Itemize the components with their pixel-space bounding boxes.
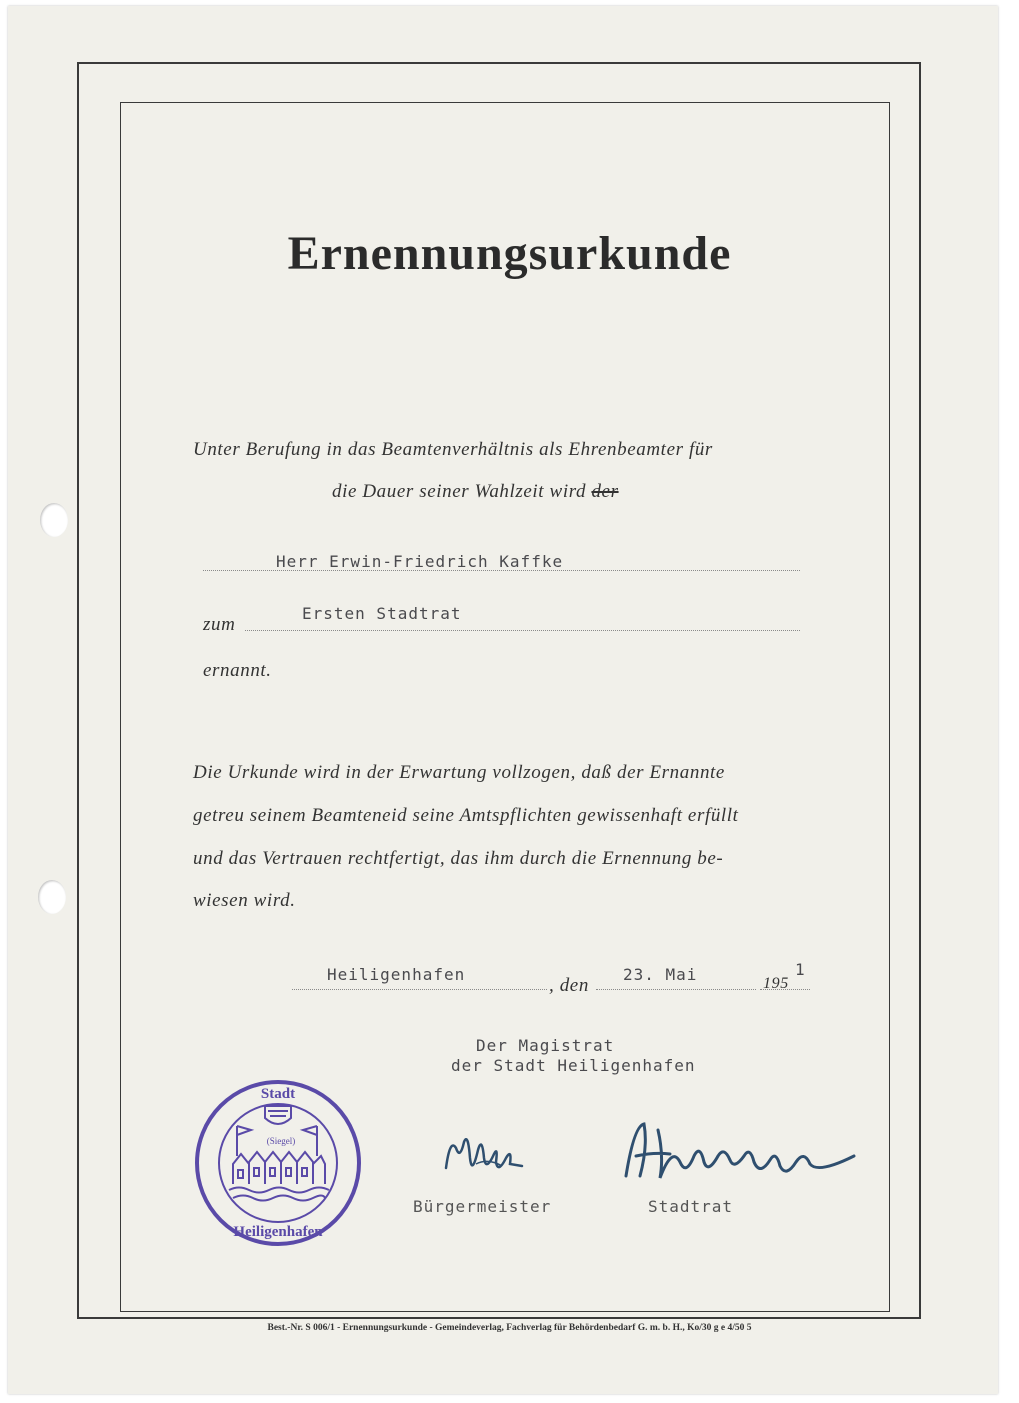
seal-waves-icon [229,1188,329,1201]
footer-order-number: Best.-Nr. S 006/1 - Ernennungsurkunde - Gemeindeverlag, Fachverlag für Behördenbedarf G. m. b. H., Ko/30 g e 4/50 5 [267,1323,752,1333]
zum-label: zum [203,614,236,635]
place-dotted-line [292,989,547,990]
date-value: 23. Mai [623,965,698,984]
seal-bottom-text: Heiligenhafen [233,1224,323,1240]
punch-hole-bottom [38,880,66,914]
seal-houses-icon [233,1152,325,1184]
body-line-3: und das Vertrauen rechtfertigt, das ihm durch die Ernennung be- [193,848,724,869]
date-dotted-line [596,989,756,990]
ernannt-text: ernannt. [203,660,272,681]
councillor-label: Stadtrat [648,1197,734,1216]
appointee-name: Herr Erwin-Friedrich Kaffke [276,552,564,571]
year-suffix: 1 [795,960,806,979]
body-line-2: getreu seinem Beamteneid seine Amtspflichten gewissenhaft erfüllt [193,805,739,826]
appointed-position: Ersten Stadtrat [302,604,462,623]
name-dotted-line [203,570,800,571]
year-dotted-line [760,989,810,990]
mayor-label: Bürgermeister [413,1197,552,1216]
document-title: Ernennungsurkunde [287,227,732,280]
intro-struck-word: der [591,481,619,502]
intro-line-2 [332,481,619,503]
city-seal-stamp [193,1078,363,1248]
intro-line-2-main: die Dauer seiner Wahlzeit wird [332,481,592,502]
body-line-4: wiesen wird. [193,890,296,911]
body-line-1: Die Urkunde wird in der Erwartung vollzogen, daß der Ernannte [193,762,725,783]
authority-line-2: der Stadt Heiligenhafen [451,1056,696,1075]
seal-center-text: (Siegel) [266,1136,296,1146]
position-dotted-line [245,630,800,631]
seal-top-text: Stadt [260,1086,296,1102]
seal-shield-icon [265,1106,291,1124]
den-label: , den [549,975,589,996]
punch-hole-top [40,503,68,537]
councillor-signature [614,1116,864,1196]
year-prefix: 195 [763,975,789,992]
mayor-signature [436,1128,536,1188]
authority-line-1: Der Magistrat [476,1036,615,1055]
intro-line-1: Unter Berufung in das Beamtenverhältnis als Ehrenbeamter für [193,439,713,460]
place-value: Heiligenhafen [327,965,466,984]
